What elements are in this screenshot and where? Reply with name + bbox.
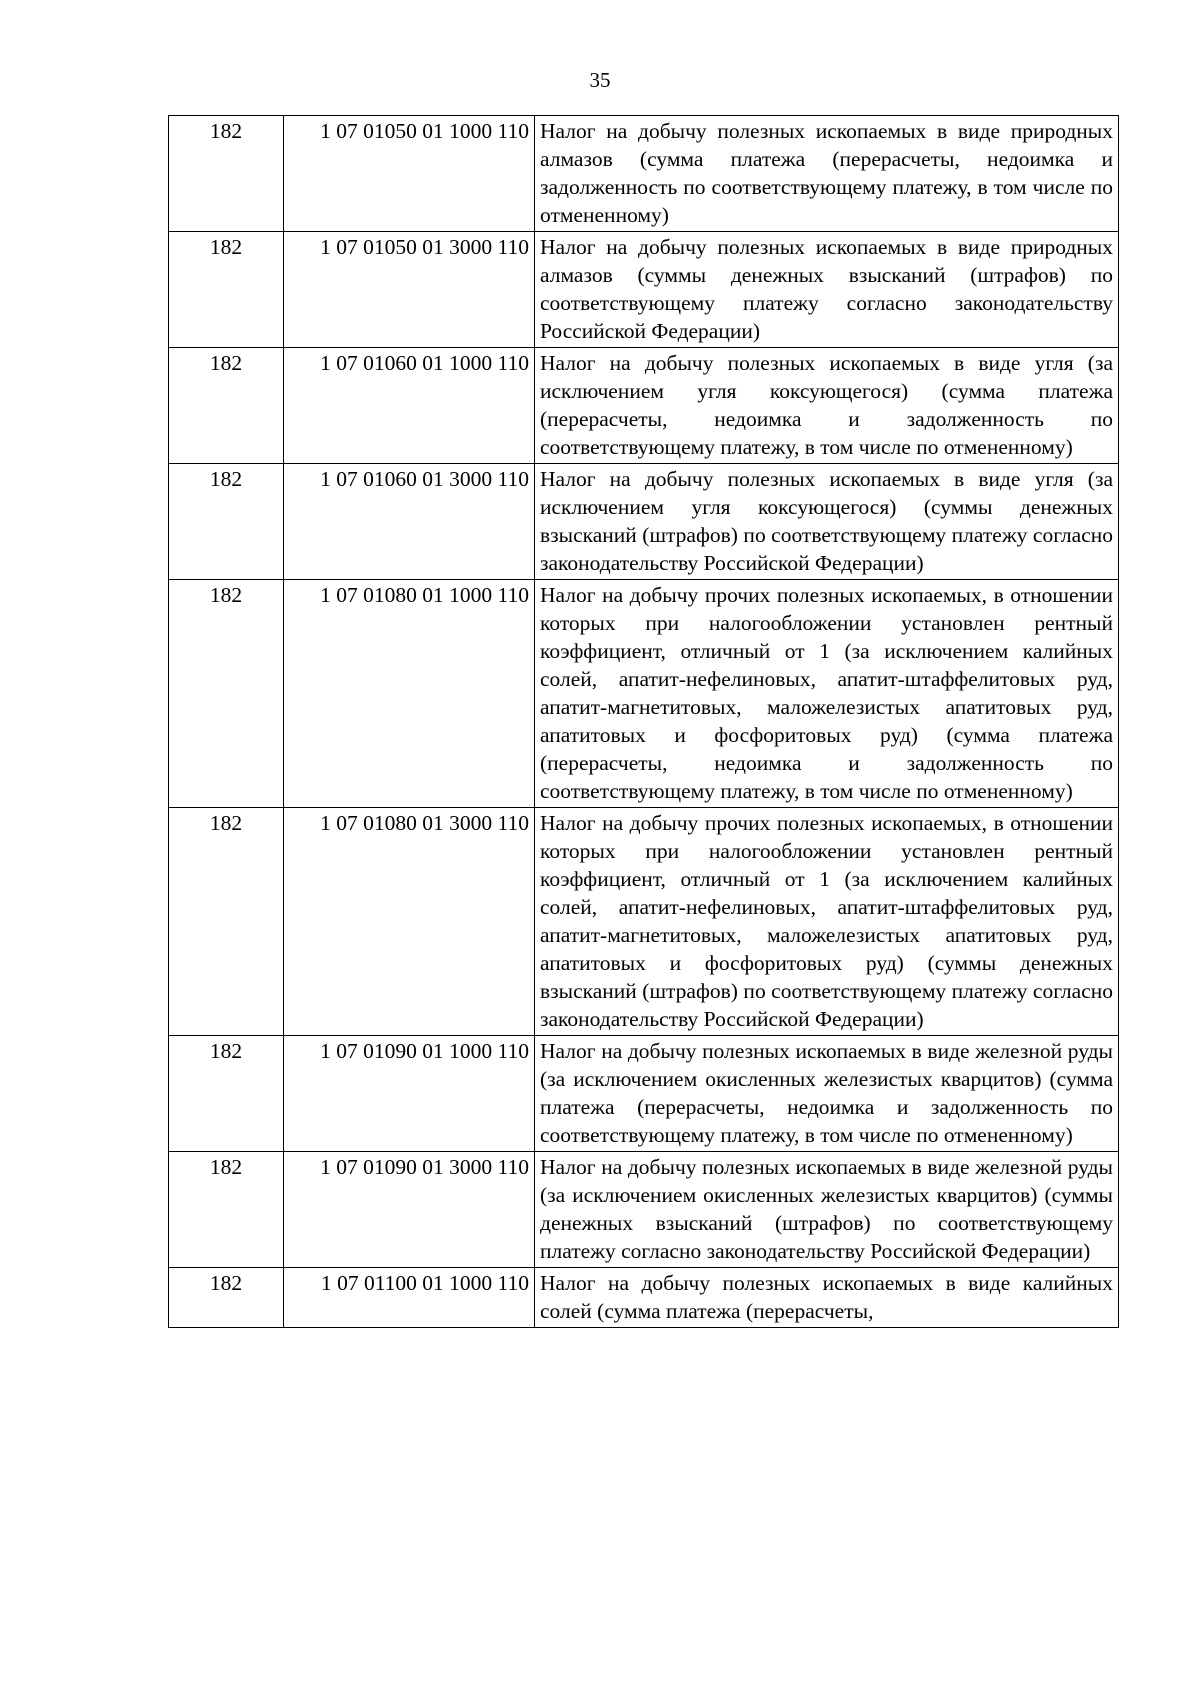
admin-code-cell: 182	[169, 1152, 284, 1268]
admin-code-cell: 182	[169, 232, 284, 348]
table-row	[169, 348, 1119, 464]
table-row	[169, 1036, 1119, 1152]
admin-code-cell: 182	[169, 1036, 284, 1152]
kbk-cell: 1 07 01060 01 1000 110	[284, 348, 535, 464]
kbk-cell: 1 07 01080 01 3000 110	[284, 808, 535, 1036]
income-name-cell: Налог на добычу полезных ископаемых в виде железной руды (за исключением окисленных железистых кварцитов) (сумма платежа (перерасчеты, недоимка и задолженность по соответствующему платежу, в том числе по отмененному)	[535, 1036, 1119, 1152]
budget-codes-table	[168, 115, 1119, 1328]
table-row	[169, 116, 1119, 232]
income-name-cell: Налог на добычу полезных ископаемых в виде угля (за исключением угля коксующегося) (сумма платежа (перерасчеты, недоимка и задолженность по соответствующему платежу, в том числе по отмененному)	[535, 348, 1119, 464]
page-number: 35	[589, 68, 611, 92]
kbk-cell: 1 07 01050 01 3000 110	[284, 232, 535, 348]
admin-code-cell: 182	[169, 116, 284, 232]
admin-code-cell: 182	[169, 464, 284, 580]
kbk-cell: 1 07 01080 01 1000 110	[284, 580, 535, 808]
income-name-cell: Налог на добычу полезных ископаемых в виде природных алмазов (суммы денежных взысканий (штрафов) по соответствующему платежу согласно законодательству Российской Федерации)	[535, 232, 1119, 348]
income-name-cell: Налог на добычу полезных ископаемых в виде железной руды (за исключением окисленных железистых кварцитов) (суммы денежных взысканий (штрафов) по соответствующему платежу согласно законодательству Российской Федерации)	[535, 1152, 1119, 1268]
table-row	[169, 1268, 1119, 1328]
income-name-cell: Налог на добычу полезных ископаемых в виде природных алмазов (сумма платежа (перерасчеты, недоимка и задолженность по соответствующему платежу, в том числе по отмененному)	[535, 116, 1119, 232]
kbk-cell: 1 07 01100 01 1000 110	[284, 1268, 535, 1328]
table-row	[169, 580, 1119, 808]
kbk-cell: 1 07 01050 01 1000 110	[284, 116, 535, 232]
admin-code-cell: 182	[169, 1268, 284, 1328]
kbk-cell: 1 07 01060 01 3000 110	[284, 464, 535, 580]
admin-code-cell: 182	[169, 808, 284, 1036]
income-name-cell: Налог на добычу прочих полезных ископаемых, в отношении которых при налогообложении установлен рентный коэффициент, отличный от 1 (за исключением калийных солей, апатит-нефелиновых, апатит-штаффелитовых руд, апатит-магнетитовых, маложелезистых апатитовых руд, апатитовых и фосфоритовых руд) (сумма платежа (перерасчеты, недоимка и задолженность по соответствующему платежу, в том числе по отмененному)	[535, 580, 1119, 808]
admin-code-cell: 182	[169, 348, 284, 464]
table-body	[169, 116, 1119, 1328]
table-row	[169, 1152, 1119, 1268]
income-name-cell: Налог на добычу полезных ископаемых в виде калийных солей (сумма платежа (перерасчеты,	[535, 1268, 1119, 1328]
income-name-cell: Налог на добычу прочих полезных ископаемых, в отношении которых при налогообложении установлен рентный коэффициент, отличный от 1 (за исключением калийных солей, апатит-нефелиновых, апатит-штаффелитовых руд, апатит-магнетитовых, маложелезистых апатитовых руд, апатитовых и фосфоритовых руд) (суммы денежных взысканий (штрафов) по соответствующему платежу согласно законодательству Российской Федерации)	[535, 808, 1119, 1036]
admin-code-cell: 182	[169, 580, 284, 808]
table-row	[169, 808, 1119, 1036]
kbk-cell: 1 07 01090 01 3000 110	[284, 1152, 535, 1268]
table-row	[169, 232, 1119, 348]
kbk-cell: 1 07 01090 01 1000 110	[284, 1036, 535, 1152]
income-name-cell: Налог на добычу полезных ископаемых в виде угля (за исключением угля коксующегося) (суммы денежных взысканий (штрафов) по соответствующему платежу согласно законодательству Российской Федерации)	[535, 464, 1119, 580]
table-row	[169, 464, 1119, 580]
